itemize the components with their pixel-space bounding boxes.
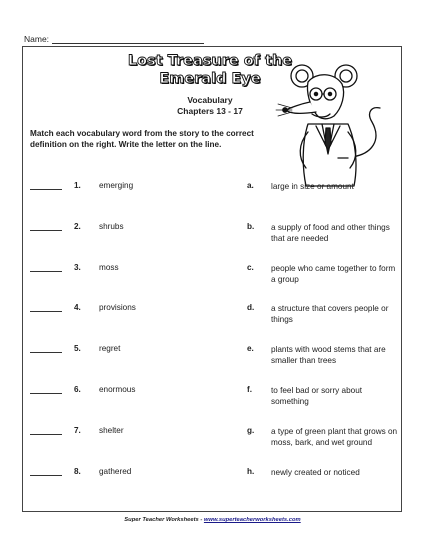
vocab-word: emerging — [99, 181, 134, 190]
definition-letter: b. — [247, 221, 255, 231]
definition-text: to feel bad or sorry about something — [271, 386, 363, 406]
subtitle-line-1: Vocabulary — [187, 95, 233, 105]
name-blank[interactable] — [52, 34, 204, 44]
vocab-row — [0, 222, 425, 262]
item-number: 8. — [74, 466, 81, 476]
vocab-word: gathered — [99, 466, 132, 476]
vocab-row — [0, 467, 425, 507]
definition-letter: c. — [247, 262, 254, 272]
definition-letter: a. — [247, 181, 254, 190]
footer-url[interactable]: www.superteacherworksheets.com — [203, 517, 301, 523]
definition-text: plants with wood stems that are smaller than trees — [271, 345, 386, 366]
definition-text: newly created or noticed — [271, 467, 360, 477]
definition-text: a structure that covers people or things — [271, 304, 389, 325]
vocab-row — [0, 426, 425, 466]
answer-blank[interactable] — [30, 434, 62, 435]
name-field — [24, 34, 204, 44]
answer-blank[interactable] — [30, 271, 62, 272]
vocab-word: regret — [99, 344, 121, 354]
footer — [0, 517, 425, 523]
definition-text: large in size or amount — [271, 182, 354, 191]
subtitle-line-2: Chapters 13 - 17 — [177, 106, 243, 116]
vocab-word: shelter — [99, 425, 124, 435]
item-number: 4. — [74, 303, 81, 313]
item-number: 7. — [74, 425, 81, 435]
answer-blank[interactable] — [30, 189, 62, 190]
vocab-row — [0, 303, 425, 343]
footer-brand: Super Teacher Worksheets — [124, 517, 199, 523]
item-number: 6. — [74, 385, 81, 394]
definition-letter: d. — [247, 303, 255, 313]
answer-blank[interactable] — [30, 393, 62, 394]
item-number: 3. — [74, 262, 81, 272]
worksheet-subtitle — [150, 95, 270, 117]
title-line-1: Lost Treasure of the — [127, 53, 293, 69]
definition-letter: g. — [247, 425, 255, 435]
answer-blank[interactable] — [30, 230, 62, 231]
answer-blank[interactable] — [30, 352, 62, 353]
title-line-2: Emerald Eye — [159, 71, 261, 87]
definition-letter: e. — [247, 344, 254, 354]
vocab-word: enormous — [99, 385, 136, 394]
item-number: 1. — [74, 181, 81, 190]
vocab-row — [0, 385, 425, 425]
instructions: Match each vocabulary word from the story to the correct definition on the right. Write the letter on the line. — [30, 129, 254, 149]
answer-blank[interactable] — [30, 311, 62, 312]
definition-letter: f. — [247, 385, 253, 394]
definition-text: a type of green plant that grows on moss, bark, and wet ground — [271, 426, 398, 447]
definition-letter: h. — [247, 466, 255, 476]
item-number: 2. — [74, 221, 81, 231]
vocab-word: provisions — [99, 303, 136, 313]
answer-blank[interactable] — [30, 475, 62, 476]
vocab-word: moss — [99, 262, 119, 272]
item-number: 5. — [74, 344, 81, 354]
vocab-word: shrubs — [99, 221, 124, 231]
definition-text: people who came together to form a group — [271, 263, 396, 284]
vocab-row — [0, 263, 425, 303]
vocab-row — [0, 344, 425, 384]
definition-text: a supply of food and other things that are needed — [271, 222, 390, 243]
name-label: Name: — [24, 34, 50, 44]
vocab-row — [0, 181, 425, 221]
footer-separator: - — [200, 517, 203, 523]
mouse-professor-illustration — [272, 62, 392, 188]
